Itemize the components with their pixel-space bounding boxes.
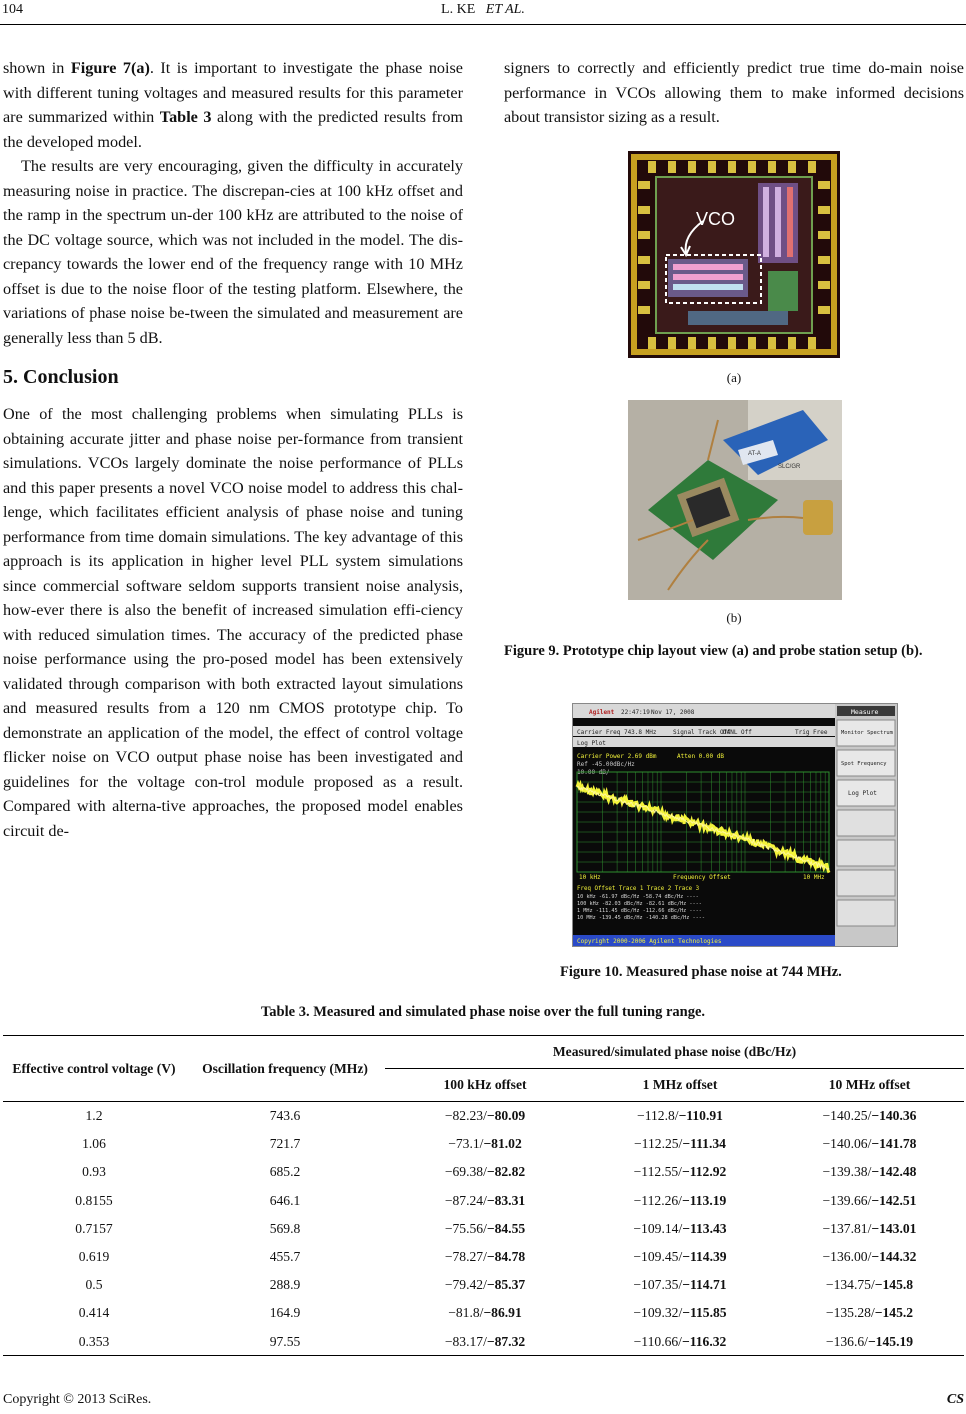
measured-value: −112.25/: [634, 1136, 683, 1152]
paragraph-1: shown in Figure 7(a). It is important to investigate the phase noise with different tuning voltages and measured results for this parameter are summarized within Table 3 along with the predicted results from the developed model.: [3, 59, 464, 151]
simulated-value: −141.78: [871, 1136, 917, 1152]
cell-100khz: [385, 1299, 585, 1327]
figure-9-caption: Figure 9. Prototype chip layout view (a) and probe station setup (b).: [504, 643, 923, 659]
sa-trace-row: 100 kHz -82.03 dBc/Hz -82.61 dBc/Hz ----: [577, 901, 702, 907]
cell-1mhz: [585, 1187, 775, 1215]
simulated-value: −80.09: [486, 1108, 526, 1124]
simulated-value: −110.91: [678, 1108, 723, 1124]
measured-value: −112.8/: [637, 1108, 679, 1124]
figure-10-caption: Figure 10. Measured phase noise at 744 MHz.: [560, 964, 842, 980]
measured-value: −87.24/: [444, 1192, 487, 1208]
sa-date: Nov 17, 2008: [651, 709, 695, 716]
cell-1mhz: [585, 1299, 775, 1327]
cell-10mhz: [775, 1243, 964, 1271]
cell-frequency: 164.9: [269, 1305, 301, 1321]
subheader-100khz: 100 kHz offset: [443, 1077, 527, 1093]
vco-label: VCO: [696, 209, 736, 229]
cell-10mhz: [775, 1187, 964, 1215]
sa-copyright: Copyright 2000-2006 Agilent Technologies: [577, 938, 722, 945]
measured-value: −107.35/: [633, 1277, 683, 1293]
measured-value: −137.81/: [822, 1220, 872, 1236]
probe-photo-graphic: [628, 400, 842, 600]
measured-value: −69.38/: [444, 1164, 487, 1180]
running-header: [0, 0, 966, 22]
softkey-label: Monitor Spectrum: [841, 730, 893, 736]
cell-100khz: [385, 1215, 585, 1243]
measured-value: −75.56/: [444, 1220, 487, 1236]
cell-1mhz: [585, 1271, 775, 1299]
table-row: [3, 1102, 964, 1130]
simulated-value: −111.34: [682, 1136, 726, 1152]
simulated-value: −81.02: [483, 1136, 522, 1152]
softkey-blank[interactable]: [837, 840, 895, 866]
right-column: [504, 56, 964, 130]
sa-log-plot-label: Log Plot: [577, 740, 606, 747]
sa-trace-row: 10 MHz -139.45 dBc/Hz -140.28 dBc/Hz ----: [577, 915, 706, 921]
cell-10mhz: [775, 1130, 964, 1158]
page-number: 104: [2, 2, 23, 17]
sa-trace-row: 1 MHz -111.45 dBc/Hz -112.66 dBc/Hz ----: [577, 908, 702, 914]
measured-value: −140.25/: [822, 1108, 872, 1124]
page-footer: [3, 1392, 964, 1408]
table-row: [3, 1158, 964, 1186]
measured-value: −109.14/: [633, 1220, 683, 1236]
measured-value: −112.26/: [633, 1192, 682, 1208]
cell-100khz: [385, 1158, 585, 1186]
sa-carrier-power: Carrier Power 2.69 dBm: [577, 753, 657, 760]
table-body: [3, 1102, 964, 1356]
cell-1mhz: [585, 1243, 775, 1271]
simulated-value: −113.43: [682, 1220, 727, 1236]
table-3-caption: Table 3. Measured and simulated phase noise over the full tuning range.: [260, 1004, 706, 1020]
cell-10mhz: [775, 1328, 964, 1356]
cell-frequency: 721.7: [269, 1136, 301, 1152]
footer-copyright: Copyright © 2013 SciRes.: [3, 1392, 152, 1407]
cell-100khz: [385, 1271, 585, 1299]
simulated-value: −140.36: [871, 1108, 917, 1124]
cell-1mhz: [585, 1130, 775, 1158]
cell-voltage: 0.93: [82, 1164, 106, 1180]
chip-layout-graphic: [628, 151, 840, 358]
subcaption-b: (b): [726, 610, 742, 625]
simulated-value: −114.71: [682, 1277, 727, 1293]
simulated-value: −115.85: [682, 1305, 727, 1321]
sa-trace-header: Freq Offset Trace 1 Trace 2 Trace 3: [577, 886, 700, 892]
table-row: [3, 1187, 964, 1215]
probe-station-photo: [628, 400, 842, 600]
sa-ref: Ref -45.00dBc/Hz: [577, 761, 635, 768]
sa-x-start: 10 kHz: [579, 874, 601, 881]
figure-ref[interactable]: Figure 7(a): [70, 59, 150, 77]
cell-1mhz: [585, 1158, 775, 1186]
cell-voltage: 0.5: [85, 1277, 103, 1293]
sa-x-end: 10 MHz: [803, 874, 825, 881]
table-row: [3, 1299, 964, 1327]
simulated-value: −113.19: [681, 1192, 727, 1208]
simulated-value: −143.01: [871, 1220, 917, 1236]
simulated-value: −82.82: [486, 1164, 526, 1180]
measured-value: −78.27/: [444, 1249, 487, 1265]
probe-label-2: SLC/GR: [778, 464, 801, 470]
header-rule: [0, 24, 966, 25]
measured-value: −110.66/: [633, 1333, 682, 1349]
table-3: [3, 1036, 964, 1356]
cell-10mhz: [775, 1102, 964, 1130]
cell-100khz: [385, 1243, 585, 1271]
sa-brand: Agilent: [589, 709, 615, 716]
softkey-label: Log Plot: [848, 790, 877, 797]
measured-value: −79.42/: [444, 1277, 487, 1293]
subcaption-a: (a): [726, 370, 742, 385]
sa-scale: 10.00 dB/: [577, 769, 610, 776]
subheader-10mhz: 10 MHz offset: [828, 1077, 911, 1093]
cell-frequency: 646.1: [269, 1192, 301, 1208]
cell-voltage: 1.06: [82, 1136, 106, 1152]
cell-10mhz: [775, 1299, 964, 1327]
chip-layout-image: [628, 151, 840, 358]
col-header-frequency: Oscillation frequency (MHz): [202, 1061, 368, 1076]
cell-voltage: 1.2: [85, 1108, 103, 1124]
table-row: [3, 1328, 964, 1356]
table-row: [3, 1243, 964, 1271]
simulated-value: −142.51: [871, 1192, 917, 1208]
sa-time: 22:47:19: [621, 709, 650, 716]
measured-value: −109.32/: [633, 1305, 683, 1321]
probe-label-1: AT-A: [748, 451, 761, 457]
measured-value: −112.55/: [633, 1164, 682, 1180]
measured-value: −134.75/: [825, 1277, 875, 1293]
cell-frequency: 685.2: [269, 1164, 301, 1180]
paragraph-4: signers to correctly and efficiently predict true time do-main noise performance in VCOs allowing them to make informed decisions about transistor sizing as a result.: [504, 59, 964, 126]
measured-value: −82.23/: [444, 1108, 487, 1124]
sa-x-label: Frequency Offset: [673, 874, 731, 881]
footer-journal: CS: [946, 1392, 964, 1407]
sa-menu-title: Measure: [851, 708, 879, 716]
cell-100khz: [385, 1328, 585, 1356]
cell-voltage: 0.353: [78, 1333, 110, 1349]
cell-frequency: 97.55: [269, 1333, 301, 1349]
section-heading: 5. Conclusion: [3, 366, 119, 388]
cell-1mhz: [585, 1215, 775, 1243]
softkey-blank[interactable]: [837, 870, 895, 896]
cell-100khz: [385, 1187, 585, 1215]
table-row: [3, 1130, 964, 1158]
cell-voltage: 0.414: [78, 1305, 110, 1321]
simulated-value: −114.39: [682, 1249, 727, 1265]
cell-voltage: 0.619: [78, 1249, 110, 1265]
simulated-value: −145.19: [867, 1333, 914, 1349]
sa-danl: DANL Off: [723, 729, 752, 736]
simulated-value: −116.32: [681, 1333, 727, 1349]
paragraph-3: One of the most challenging problems when simulating PLLs is obtaining accurate jitter and phase noise per-formance from transient simulations. VCOs largely dominate the noise performance of PLLs and this paper presents a novel VCO noise model to address this chal-lenge, which facilitates efficient analysis of phase noise and tuning performance from time domain simulations. The key advantage of this approach is its application in higher level PLL system simulations since commercial software seldom supports transient noise analysis, how-ever there is also the benefit of increased simulation effi-ciency with reduced simulation times. The accuracy of the predicted phase noise performance using the pro-posed model has been extensively validated through comparison with both extracted layout simulations and measured results from a 120 nm CMOS prototype chip. To demonstrate an application of the model, the effect of control voltage flicker noise on VCO output phase noise has been investigated and guidelines for the voltage con-trol module proposed as a result. Compared with alterna-tive approaches, the proposed model enables circuit de-: [3, 405, 463, 840]
cell-voltage: 0.7157: [75, 1220, 113, 1236]
simulated-value: −85.37: [486, 1277, 526, 1293]
simulated-value: −87.32: [486, 1333, 526, 1349]
measured-value: −140.06/: [822, 1136, 872, 1152]
simulated-value: −83.31: [486, 1192, 526, 1208]
cell-frequency: 288.9: [269, 1277, 301, 1293]
simulated-value: −86.91: [483, 1305, 522, 1321]
simulated-value: −84.55: [486, 1220, 526, 1236]
subheader-1mhz: 1 MHz offset: [642, 1077, 718, 1093]
measured-value: −139.66/: [822, 1192, 872, 1208]
et-al: ET AL.: [485, 2, 525, 17]
simulated-value: −144.32: [871, 1249, 917, 1265]
cell-frequency: 569.8: [269, 1220, 301, 1236]
table-ref[interactable]: Table 3: [159, 108, 212, 126]
cell-1mhz: [585, 1328, 775, 1356]
sa-carrier-freq: Carrier Freq 743.8 MHz: [577, 729, 657, 736]
paragraph-2: The results are very encouraging, given the difficulty in accurately measuring noise in practice. The discrepan-cies at 100 kHz offset and the ramp in the spectrum un-der 100 kHz are attributed to the noise of the DC voltage source, which was not included in the model. The dis-crepancy towards the lower end of the frequency range with 10 MHz offset is due to the noise floor of the testing platform. Elsewhere, the variations of phase noise be-tween the simulated and measurement are generally less than 5 dB.: [3, 157, 463, 347]
table-row: [3, 1271, 964, 1299]
cell-10mhz: [775, 1158, 964, 1186]
sa-trace-row: 10 kHz -61.97 dBc/Hz -58.74 dBc/Hz ----: [577, 894, 699, 900]
simulated-value: −145.2: [874, 1305, 914, 1321]
cell-frequency: 743.6: [269, 1108, 301, 1124]
table-row: [3, 1215, 964, 1243]
softkey-label: Spot Frequency: [841, 761, 887, 767]
measured-value: −73.1/: [448, 1136, 484, 1152]
cell-100khz: [385, 1102, 585, 1130]
cell-1mhz: [585, 1102, 775, 1130]
sa-signal-track: Signal Track Off: [673, 729, 731, 736]
sa-atten: Atten 0.00 dB: [677, 753, 724, 760]
phase-noise-plot: [573, 704, 897, 946]
simulated-value: −112.92: [681, 1164, 727, 1180]
measured-value: −109.45/: [633, 1249, 683, 1265]
running-title: L. KE ET AL.: [441, 2, 525, 17]
measured-value: −135.28/: [825, 1305, 875, 1321]
cell-frequency: 455.7: [269, 1249, 301, 1265]
simulated-value: −84.78: [486, 1249, 526, 1265]
simulated-value: −145.8: [874, 1277, 914, 1293]
measured-value: −136.00/: [822, 1249, 872, 1265]
cell-100khz: [385, 1130, 585, 1158]
softkey-blank[interactable]: [837, 810, 895, 836]
col-header-voltage: Effective control voltage (V): [12, 1061, 176, 1076]
cell-10mhz: [775, 1215, 964, 1243]
sa-trig: Trig Free: [795, 729, 828, 736]
measured-value: −136.6/: [825, 1333, 868, 1349]
measured-value: −139.38/: [822, 1164, 872, 1180]
softkey-blank[interactable]: [837, 900, 895, 926]
simulated-value: −142.48: [871, 1164, 917, 1180]
measured-value: −83.17/: [444, 1333, 487, 1349]
col-header-phase-noise: Measured/simulated phase noise (dBc/Hz): [385, 1036, 964, 1068]
cell-10mhz: [775, 1271, 964, 1299]
cell-voltage: 0.8155: [75, 1192, 113, 1208]
spectrum-analyzer-screen: [572, 703, 898, 947]
left-column: [3, 56, 463, 843]
measured-value: −81.8/: [448, 1305, 484, 1321]
